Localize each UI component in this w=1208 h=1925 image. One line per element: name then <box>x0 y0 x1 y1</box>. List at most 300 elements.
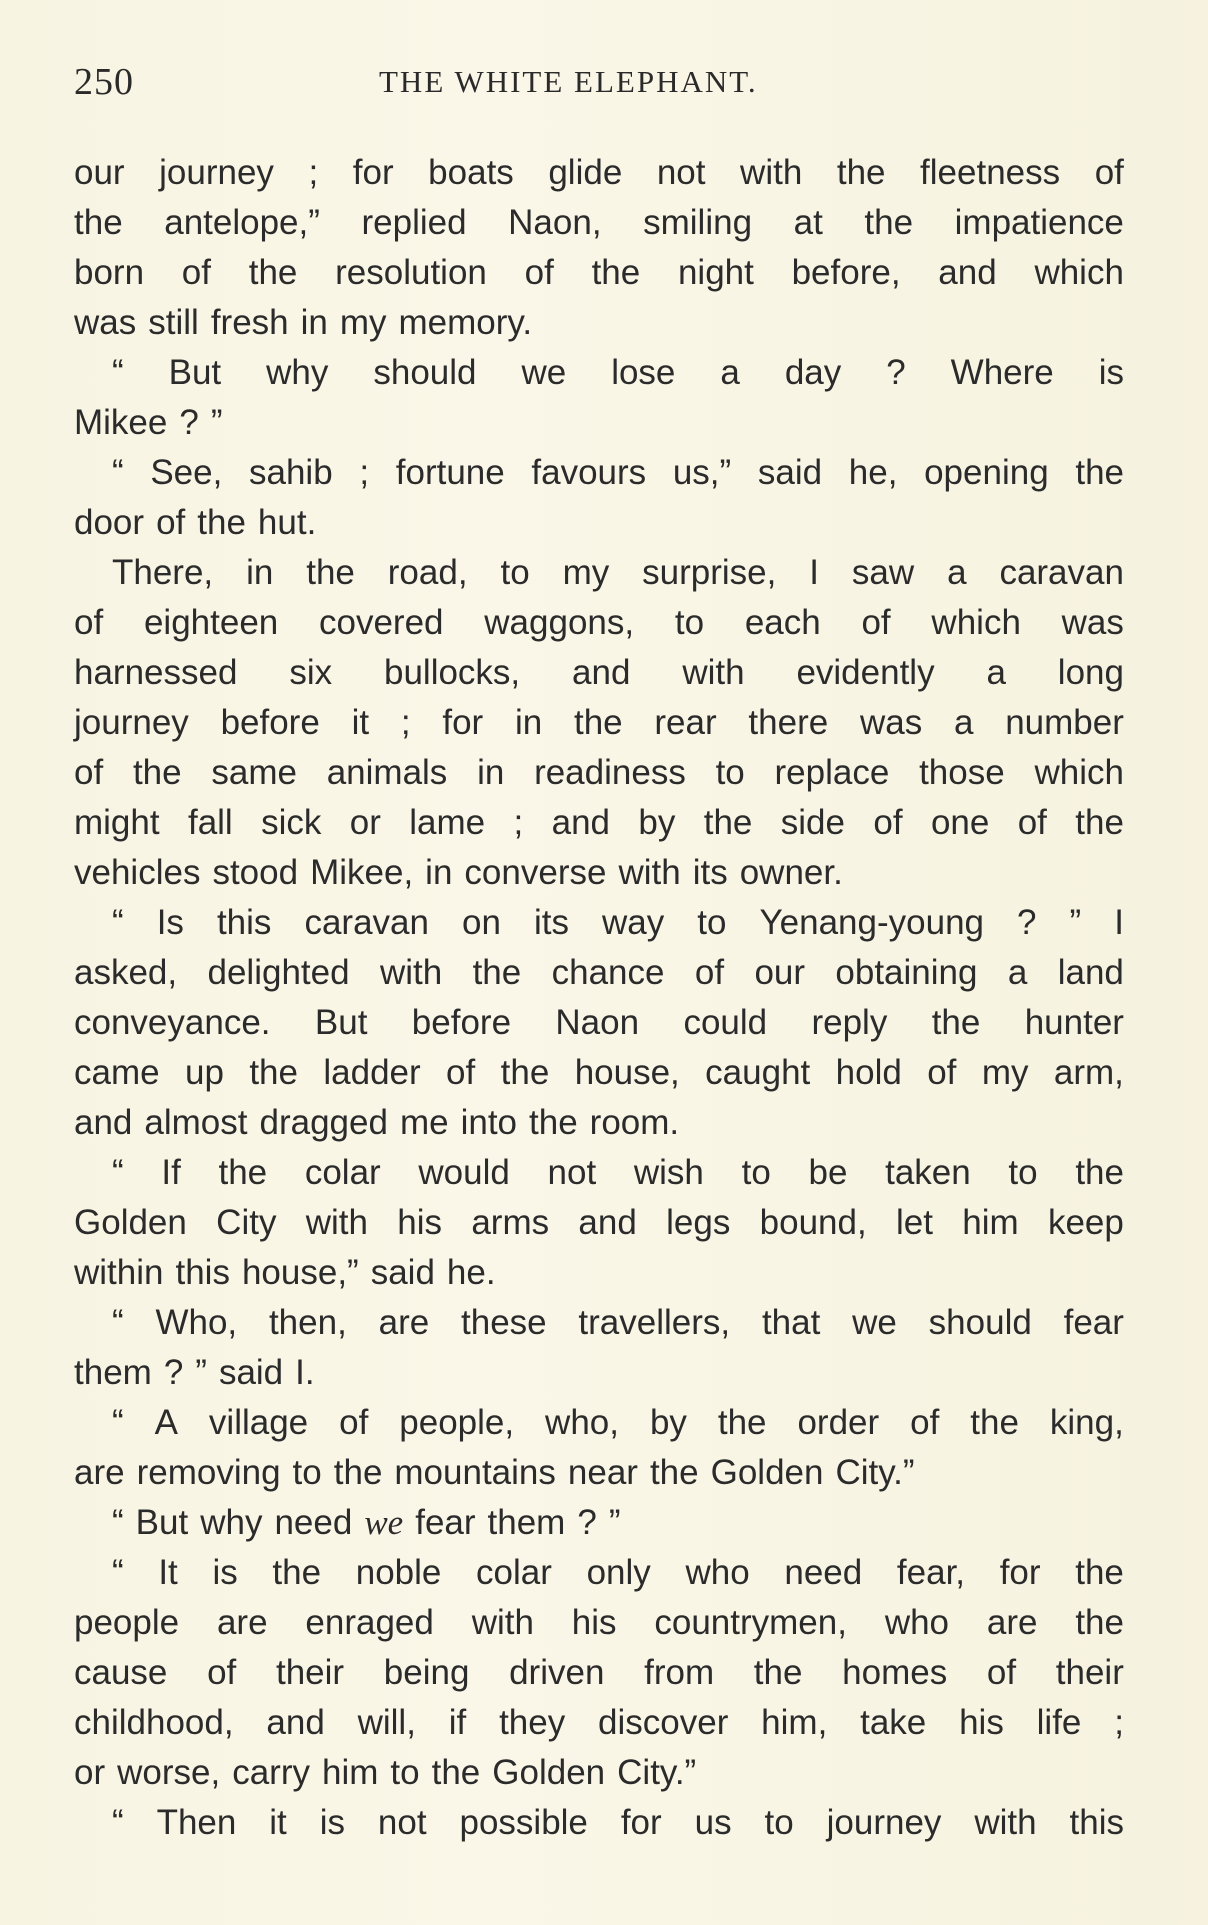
word: of <box>181 253 211 292</box>
word: the <box>272 1553 322 1592</box>
word: animals <box>326 753 448 792</box>
word: almost <box>144 1103 248 1142</box>
word: “ <box>112 903 124 942</box>
word: their <box>275 1653 345 1692</box>
word: Then <box>156 1803 237 1842</box>
word: caravan <box>304 903 429 942</box>
word: favours <box>531 453 647 492</box>
word: ? <box>886 353 906 392</box>
word: and <box>551 803 611 842</box>
word: with <box>618 853 681 892</box>
word: my <box>562 553 610 592</box>
word: the <box>197 503 246 542</box>
word: who <box>884 1603 950 1642</box>
word: said <box>757 453 823 492</box>
text-line <box>74 448 1124 498</box>
word: is <box>212 1553 238 1592</box>
word: there <box>748 703 829 742</box>
word: ? <box>179 403 199 442</box>
word: a <box>947 553 967 592</box>
word: each <box>744 603 821 642</box>
word: their <box>1055 1653 1124 1692</box>
word: ? <box>163 1353 184 1392</box>
word: his <box>959 1703 1004 1742</box>
word: house, <box>574 1053 680 1092</box>
word: night <box>677 253 754 292</box>
word: fear <box>415 1503 476 1542</box>
word: the <box>717 1403 767 1442</box>
word: to <box>764 1803 794 1842</box>
word: Mikee, <box>310 853 414 892</box>
word: City <box>216 1203 277 1242</box>
word: might <box>74 803 160 842</box>
word: ? <box>577 1503 597 1542</box>
word: day <box>784 353 842 392</box>
word: are <box>986 1603 1038 1642</box>
word: same <box>211 753 297 792</box>
word: take <box>860 1703 927 1742</box>
text-line <box>74 248 1124 298</box>
word: to <box>390 1753 420 1792</box>
word: the <box>529 1103 578 1142</box>
word: was <box>74 303 137 342</box>
word: them <box>487 1503 566 1542</box>
word: by <box>638 803 676 842</box>
word: There, <box>112 553 214 592</box>
word: harnessed <box>74 653 238 692</box>
word: taken <box>885 1153 971 1192</box>
word: ; <box>359 453 370 492</box>
word: the <box>306 553 355 592</box>
word: driven <box>509 1653 605 1692</box>
word: of <box>694 953 725 992</box>
text-line <box>74 1348 1124 1398</box>
word: within <box>74 1253 164 1292</box>
word: those <box>919 753 1005 792</box>
word: that <box>761 1303 821 1342</box>
word: of <box>1094 153 1124 192</box>
text-line <box>74 1698 1124 1748</box>
word: it <box>269 1803 287 1842</box>
word: waggons, <box>484 603 635 642</box>
word: ; <box>400 703 411 742</box>
word: if <box>448 1703 467 1742</box>
word: be <box>808 1153 848 1192</box>
word: long <box>1057 653 1124 692</box>
word: Golden <box>74 1203 187 1242</box>
word: ; <box>308 153 319 192</box>
text-line <box>74 698 1124 748</box>
text-line <box>74 748 1124 798</box>
word: people <box>74 1603 180 1642</box>
word: the <box>864 203 914 242</box>
word: journey <box>826 1803 942 1842</box>
word: fear, <box>896 1553 966 1592</box>
word: a <box>986 653 1006 692</box>
word: “ <box>112 353 124 392</box>
word: of <box>873 803 903 842</box>
word: in <box>514 703 543 742</box>
word: ladder <box>323 1053 421 1092</box>
word: of <box>74 753 104 792</box>
word: the <box>573 703 623 742</box>
word: fleetness <box>920 153 1061 192</box>
word: bound, <box>759 1203 867 1242</box>
word: surprise, <box>642 553 777 592</box>
word: of <box>156 503 186 542</box>
word: to <box>674 603 705 642</box>
word: should <box>928 1303 1032 1342</box>
text-line <box>74 1648 1124 1698</box>
word: sick <box>261 803 322 842</box>
word: which <box>1034 253 1124 292</box>
word: his <box>571 1603 617 1642</box>
word: glide <box>548 153 623 192</box>
word: the <box>836 153 886 192</box>
text-line <box>74 398 1124 448</box>
word: in <box>425 853 453 892</box>
word: opening <box>924 453 1049 492</box>
text-line <box>74 1398 1124 1448</box>
word: then, <box>268 1303 347 1342</box>
word: converse <box>464 853 607 892</box>
word: and <box>572 653 631 692</box>
word: would <box>418 1153 510 1192</box>
word: they <box>499 1703 566 1742</box>
word: it <box>351 703 370 742</box>
word: possible <box>459 1803 588 1842</box>
word: conveyance. <box>74 1003 271 1042</box>
text-line <box>74 1548 1124 1598</box>
word: the <box>931 1003 981 1042</box>
word: which <box>1034 753 1124 792</box>
word: See, <box>150 453 223 492</box>
word: this <box>216 903 272 942</box>
word: the <box>649 1453 699 1492</box>
word: before <box>411 1003 512 1042</box>
text-line <box>74 1798 1124 1848</box>
word: need <box>784 1553 863 1592</box>
word: travellers, <box>578 1303 731 1342</box>
word: lame <box>409 803 486 842</box>
word: the <box>970 1403 1019 1442</box>
word: one <box>930 803 990 842</box>
word: he, <box>848 453 898 492</box>
word: fear <box>1063 1303 1124 1342</box>
word: still <box>148 303 199 342</box>
word: “ <box>112 1303 124 1342</box>
word: asked, <box>74 953 178 992</box>
word: who, <box>545 1403 619 1442</box>
word: smiling <box>643 203 753 242</box>
word: “ <box>112 453 124 492</box>
word: him <box>962 1203 1019 1242</box>
word: “ <box>112 1153 124 1192</box>
word: Naon <box>555 1003 640 1042</box>
word: mountains <box>394 1453 556 1492</box>
word: only <box>586 1553 651 1592</box>
word: people, <box>399 1403 515 1442</box>
word: I <box>809 553 819 592</box>
word: of <box>524 253 554 292</box>
word: City.” <box>617 1753 697 1792</box>
word: life <box>1036 1703 1082 1742</box>
word: six <box>289 653 333 692</box>
text-line <box>74 1198 1124 1248</box>
word: at <box>793 203 823 242</box>
word: the <box>431 1753 481 1792</box>
page-number: 250 <box>74 61 134 103</box>
word: If <box>161 1153 181 1192</box>
word: fortune <box>395 453 505 492</box>
word: the <box>249 1053 298 1092</box>
word: But <box>168 353 222 392</box>
word: said <box>218 1353 284 1392</box>
word: vehicles <box>74 853 201 892</box>
word: or <box>74 1753 106 1792</box>
word: door <box>74 503 145 542</box>
word: us,” <box>672 453 732 492</box>
word: will, <box>357 1703 416 1742</box>
word: not <box>547 1153 597 1192</box>
text-line <box>74 1498 1124 1548</box>
word: a <box>720 353 740 392</box>
word: sahib <box>249 453 333 492</box>
word: the <box>218 1153 268 1192</box>
body-text <box>74 148 1124 1848</box>
word: stood <box>212 853 299 892</box>
word: impatience <box>954 203 1124 242</box>
word: fall <box>187 803 233 842</box>
word: and <box>938 253 997 292</box>
word: Golden <box>492 1753 606 1792</box>
word: discover <box>598 1703 729 1742</box>
word: with <box>740 153 803 192</box>
word: keep <box>1047 1203 1124 1242</box>
word: near <box>567 1453 638 1492</box>
word: who <box>685 1553 750 1592</box>
word: me <box>399 1103 449 1142</box>
word: on <box>462 903 501 942</box>
text-line <box>74 1098 1124 1148</box>
word: we <box>852 1303 897 1342</box>
word: with <box>682 653 745 692</box>
word: childhood, <box>74 1703 234 1742</box>
word: of <box>1017 803 1047 842</box>
word: by <box>649 1403 687 1442</box>
word: enraged <box>305 1603 434 1642</box>
word: It <box>158 1553 178 1592</box>
word: its <box>692 853 728 892</box>
word: to <box>715 753 745 792</box>
word: removing <box>136 1453 281 1492</box>
word: him <box>322 1753 379 1792</box>
word: house,” <box>241 1253 359 1292</box>
word: Yenang-young <box>759 903 985 942</box>
word: But <box>314 1003 368 1042</box>
word: ” <box>1069 903 1082 942</box>
word: resolution <box>335 253 487 292</box>
word: up <box>184 1053 224 1092</box>
word: eighteen <box>143 603 279 642</box>
word: the <box>703 803 753 842</box>
word: we <box>521 353 567 392</box>
word: the <box>333 1453 383 1492</box>
word: the <box>248 253 298 292</box>
italic-word: we <box>364 1503 404 1542</box>
word: the <box>1075 1553 1124 1592</box>
word: journey <box>159 153 274 192</box>
word: are <box>378 1303 430 1342</box>
word: I. <box>295 1353 315 1392</box>
word: my <box>981 1053 1029 1092</box>
word: hunter <box>1024 1003 1124 1042</box>
word: the <box>1075 1153 1124 1192</box>
word: of <box>927 1053 957 1092</box>
word: bullocks, <box>383 653 521 692</box>
word: reply <box>811 1003 888 1042</box>
word: dragged <box>259 1103 388 1142</box>
word: “ <box>112 1503 124 1542</box>
word: hold <box>835 1053 902 1092</box>
word: are <box>216 1603 268 1642</box>
word: side <box>780 803 845 842</box>
word: replace <box>774 753 890 792</box>
word: or <box>349 803 381 842</box>
text-line <box>74 498 1124 548</box>
text-line <box>74 1598 1124 1648</box>
word: let <box>896 1203 933 1242</box>
word: us <box>694 1803 732 1842</box>
text-line <box>74 648 1124 698</box>
word: our <box>74 153 125 192</box>
word: before <box>220 703 320 742</box>
word: why <box>266 353 329 392</box>
word: a <box>953 703 974 742</box>
text-line <box>74 898 1124 948</box>
text-line <box>74 1248 1124 1298</box>
word: “ <box>112 1403 124 1442</box>
word: ” <box>210 403 223 442</box>
word: noble <box>355 1553 442 1592</box>
word: caught <box>705 1053 811 1092</box>
word: before, <box>791 253 901 292</box>
word: the <box>500 1053 550 1092</box>
word: this <box>175 1253 230 1292</box>
word: for <box>620 1803 662 1842</box>
word: A <box>154 1403 178 1442</box>
text-line <box>74 1048 1124 1098</box>
word: the <box>1075 453 1124 492</box>
word: readiness <box>534 753 686 792</box>
word: of <box>339 1403 369 1442</box>
word: in <box>300 303 328 342</box>
word: lose <box>611 353 676 392</box>
word: land <box>1057 953 1124 992</box>
word: number <box>1005 703 1124 742</box>
word: replied <box>361 203 467 242</box>
text-line <box>74 948 1124 998</box>
word: our <box>754 953 806 992</box>
word: Who, <box>155 1303 238 1342</box>
word: antelope,” <box>164 203 320 242</box>
word: rear <box>654 703 717 742</box>
word: to <box>292 1453 322 1492</box>
running-title: THE WHITE ELEPHANT. <box>379 64 758 99</box>
word: homes <box>842 1653 948 1692</box>
word: being <box>383 1653 470 1692</box>
word: the <box>591 253 641 292</box>
word: of <box>910 1403 940 1442</box>
word: ? <box>1017 903 1037 942</box>
word: my <box>339 303 387 342</box>
word: “ <box>112 1803 124 1842</box>
word: City.” <box>835 1453 915 1492</box>
word: cause <box>74 1653 168 1692</box>
word: order <box>797 1403 880 1442</box>
word: to <box>500 553 530 592</box>
word: are <box>74 1453 125 1492</box>
word: colar <box>476 1553 552 1592</box>
word: was <box>859 703 923 742</box>
word: to <box>741 1153 771 1192</box>
page-header <box>74 60 1124 110</box>
word: the <box>74 203 123 242</box>
text-line <box>74 298 1124 348</box>
word: the <box>1075 803 1124 842</box>
word: “ <box>112 1553 124 1592</box>
word: not <box>377 1803 427 1842</box>
word: could <box>683 1003 768 1042</box>
word: born <box>74 253 145 292</box>
word: was <box>1061 603 1124 642</box>
word: and <box>266 1703 325 1742</box>
word: Where <box>950 353 1054 392</box>
word: its <box>533 903 569 942</box>
text-line <box>74 348 1124 398</box>
word: saw <box>851 553 915 592</box>
word: worse, <box>117 1753 221 1792</box>
text-line <box>74 1748 1124 1798</box>
word: said <box>370 1253 435 1292</box>
text-line <box>74 198 1124 248</box>
word: caravan <box>999 553 1124 592</box>
word: way <box>602 903 665 942</box>
word: Is <box>156 903 184 942</box>
text-line <box>74 148 1124 198</box>
word: with <box>974 1803 1037 1842</box>
word: of <box>446 1053 476 1092</box>
word: is <box>319 1803 345 1842</box>
word: from <box>644 1653 715 1692</box>
word: Golden <box>710 1453 824 1492</box>
word: came <box>74 1053 160 1092</box>
word: countrymen, <box>654 1603 847 1642</box>
word: village <box>208 1403 309 1442</box>
word: journey <box>74 703 189 742</box>
word: the <box>472 953 522 992</box>
word: the <box>753 1653 803 1692</box>
word: Naon, <box>508 203 602 242</box>
text-line <box>74 998 1124 1048</box>
word: to <box>697 903 727 942</box>
word: road, <box>387 553 468 592</box>
word: should <box>373 353 477 392</box>
word: covered <box>319 603 444 642</box>
word: for <box>999 1553 1041 1592</box>
text-line <box>74 548 1124 598</box>
word: ; <box>1114 1703 1124 1742</box>
